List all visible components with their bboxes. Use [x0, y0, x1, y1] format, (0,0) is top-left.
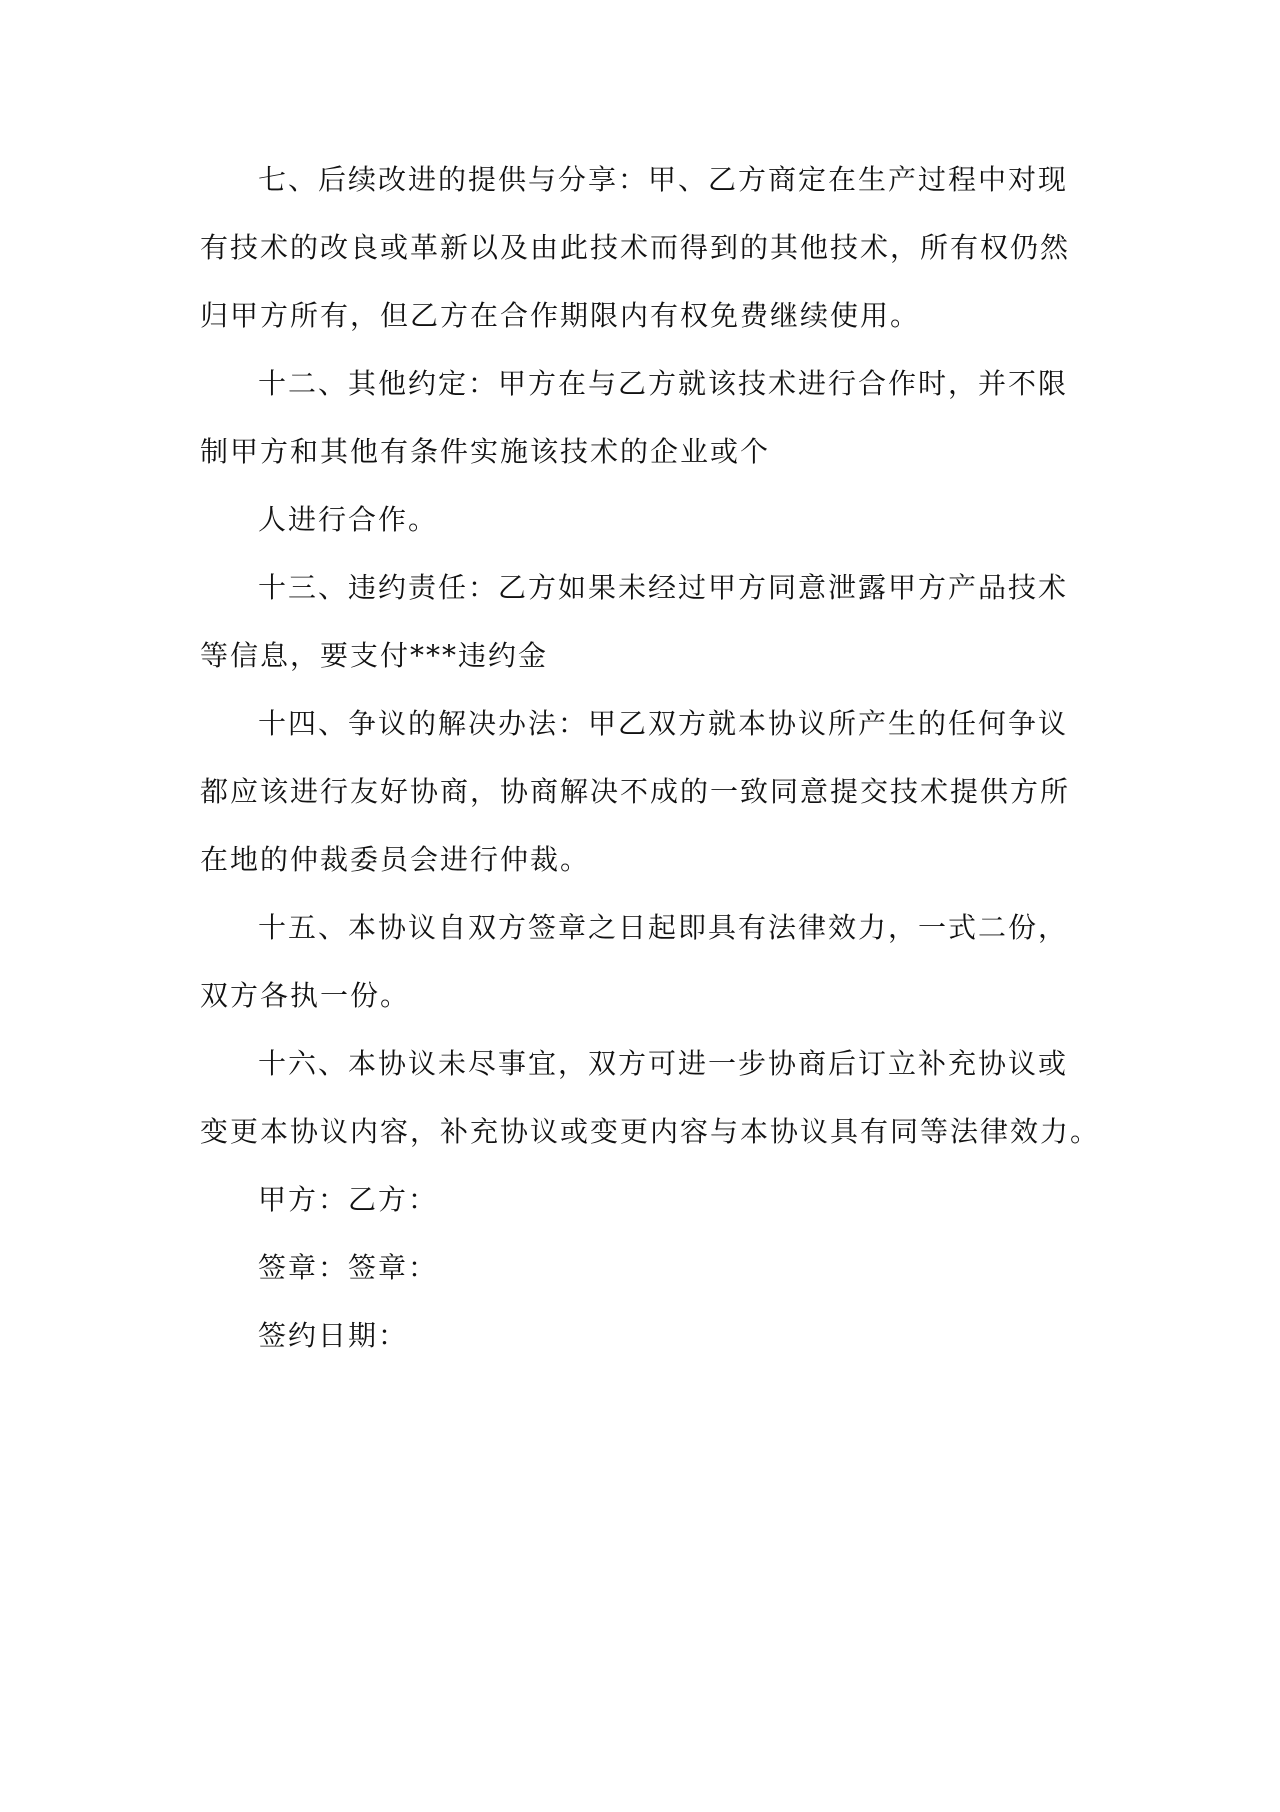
clause-14-line-2: 都应该进行友好协商，协商解决不成的一致同意提交技术提供方所	[200, 775, 1071, 808]
clause-12-line-1: 十二、其他约定：甲方在与乙方就该技术进行合作时，并不限	[258, 367, 1069, 400]
signing-date-line: 签约日期：	[258, 1319, 409, 1352]
clause-13-line-1: 十三、违约责任：乙方如果未经过甲方同意泄露甲方产品技术	[258, 571, 1069, 604]
clause-15-line-2: 双方各执一份。	[200, 979, 411, 1012]
clause-16-line-2: 变更本协议内容，补充协议或变更内容与本协议具有同等法律效力。	[200, 1115, 1101, 1148]
seal-signature-line: 签章：签章：	[258, 1251, 439, 1284]
clause-14-line-3: 在地的仲裁委员会进行仲裁。	[200, 843, 591, 876]
clause-16-line-1: 十六、本协议未尽事宜，双方可进一步协商后订立补充协议或	[258, 1047, 1069, 1080]
document-body	[200, 160, 1101, 1384]
party-signature-line: 甲方：乙方：	[258, 1183, 439, 1216]
clause-7-line-3: 归甲方所有，但乙方在合作期限内有权免费继续使用。	[200, 299, 921, 332]
clause-14-line-1: 十四、争议的解决办法：甲乙双方就本协议所产生的任何争议	[258, 707, 1069, 740]
clause-12-line-3: 人进行合作。	[258, 503, 439, 536]
clause-7-line-1: 七、后续改进的提供与分享：甲、乙方商定在生产过程中对现	[258, 163, 1069, 196]
clause-13-line-2: 等信息，要支付***违约金	[200, 639, 549, 672]
clause-12-line-2: 制甲方和其他有条件实施该技术的企业或个	[200, 435, 771, 468]
clause-15-line-1: 十五、本协议自双方签章之日起即具有法律效力，一式二份，	[258, 911, 1069, 944]
clause-7-line-2: 有技术的改良或革新以及由此技术而得到的其他技术，所有权仍然	[200, 231, 1071, 264]
